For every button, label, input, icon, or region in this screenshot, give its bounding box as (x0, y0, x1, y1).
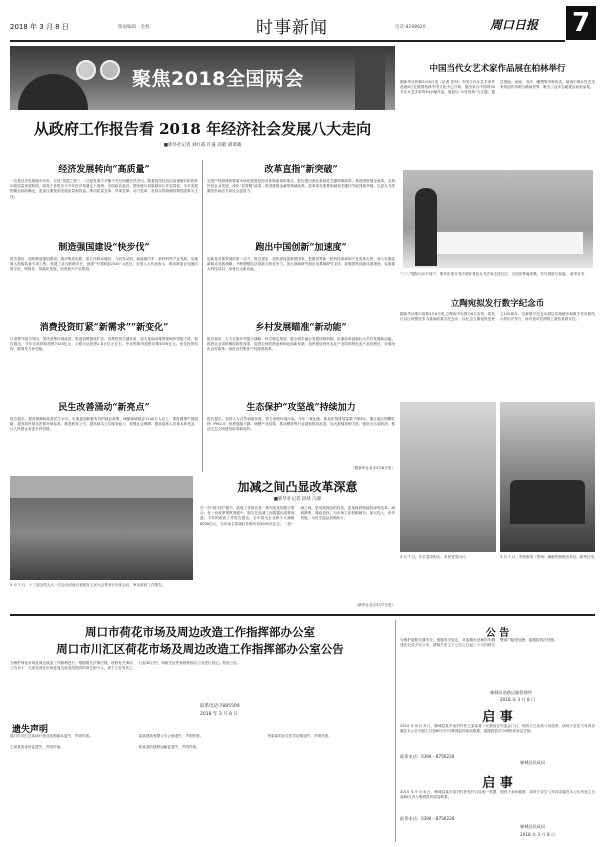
item-title: 跑出中国创新“加速度” (255, 243, 347, 253)
item-body: 报告提出，坚持人与自然和谐发展，着力治理环境污染。今年二氧化硫、氮氧化物排放量要下降3%，重点地区细颗粒物（PM2.5）浓度继续下降。调整产业结构，推动钢铁等行业超低排放改造，加大散煤治理力度，强化水污染防治，推动生态文明建设取得新成效。 (207, 417, 395, 432)
notice-qishi-1-contact: 联系电话：0394－8756228 (400, 754, 455, 759)
notice-qishi-2-org: 郸城县民政局 (520, 824, 546, 829)
item-body: 一边是经济发展稳中向好，尽显“发展之势”；一边是发展不平衡不充分问题仍然突出。随着我国经济由高速增长阶段转向高质量发展阶段，政府工作报告为今年经济发展定下基调。全国政协委员、国家统计局原副局长许宪春说，今年发展预期目标的确定，更加注重提高发展质量和效益，推动质量变革、效率变革、动力变革，坚持以供给侧结构性改革为主线。 (10, 179, 198, 199)
item-title: 消费投资盯紧“新需求”“新变化” (39, 323, 169, 333)
page-header (0, 0, 600, 44)
snow-photo (400, 402, 496, 552)
announce-date: 2018 年 3 月 8 日 (500, 697, 536, 702)
item-title: 制造强国建设“快步伐” (58, 243, 150, 253)
bottom-rule (10, 614, 595, 616)
lost-notice-title: 遗失声明 (12, 725, 49, 735)
notice-qishi-2-contact: 联系电话：0394－8756228 (400, 816, 455, 821)
list-item: 张某某的道路运输证遗失，声明作废。 (138, 745, 200, 750)
header-rule (10, 40, 565, 42)
person-figure (415, 188, 437, 266)
notice-date: 2018 年 3 月 8 日 (200, 712, 238, 717)
item-2 (207, 152, 395, 230)
lead-headline: 从政府工作报告看 2018 年经济社会发展八大走向 (33, 120, 372, 138)
page-number: 7 (566, 6, 596, 40)
second-byline: ■新华社记者 段续 冯源 (273, 497, 322, 502)
notice-qishi-1-org: 郸城县民政局 (520, 760, 546, 765)
notice-qishi-2-title: 启 事 (482, 776, 513, 791)
section-title: 时事新闻 (256, 18, 328, 38)
bottom-col-divider (395, 620, 396, 842)
item-body: 报告提出，加快制造强国建设。推动集成电路、第五代移动通信、飞机发动机、新能源汽车、新材料等产业发展，实施重大短板装备专项工程，发展工业互联网平台，创建“中国制造2025”示范区。全国人大代表表示，推动制造业加速向数字化、网络化、智能化发展，培育新兴产业集群。 (10, 257, 198, 272)
lead-source: （据新华社北京3月6日电） (350, 466, 395, 470)
art-body: 据新华社柏林3月6日电（记者 任珂）中国当代女艺术家作品展6日在德国柏林中国文化中心开幕，展出来自中国的30多位女艺术家的90余幅作品。展览以“女性视角”为主题，通过国画、油画、书法、雕塑等多种形式，展现中国女性艺术家的创作风貌与精神世界，吸引了众多当地观众前来参观。 (400, 80, 595, 95)
item-7 (10, 392, 198, 472)
monument-graphic (355, 52, 385, 110)
item-3 (10, 232, 198, 310)
item-5 (10, 312, 198, 390)
item-body: 以消费升级为导向，加快消费环境改善，推进消费提质扩容；发挥投资关键作用，加大基础设施等领域补短板力度。报告提出，今年完成铁路投资7320亿元、公路水运投资1.8万亿元左右，中央预算内投资安排5376亿元，优化投资结构，精准发力补短板。 (10, 337, 198, 352)
notice-title-1: 周口市荷花市场及周边改造工作指挥部办公室 (85, 625, 315, 639)
snow-caption: 3 月 7 日，在长春市街头，市民冒雪出行。 (400, 555, 470, 559)
notice-title-2: 周口市川汇区荷花市场及周边改造工作指挥部办公室公告 (56, 642, 344, 656)
national-emblem-icon (76, 60, 96, 80)
issue-date: 2018 年 3 月 8 日 (10, 23, 69, 31)
item-8 (207, 392, 395, 472)
second-source: （新华社北京3月7日电） (354, 603, 395, 607)
banner-title: 聚焦2018全国两会 (132, 68, 304, 90)
item-title: 生态保护“攻坚战”持续加力 (246, 403, 356, 413)
announce-title: 公 告 (485, 628, 510, 639)
announce-body: 为维护道路交通安全，根据有关规定，对逾期未处理的车辆违法记录予以公告，请相关车主于公告之日起三十日内到交警部门接受处理，逾期将依法处理。 (400, 638, 558, 648)
item-1 (10, 152, 198, 230)
art-headline: 中国当代女艺术家作品展在柏林举行 (429, 64, 566, 74)
train-photo (500, 402, 595, 552)
table-paper (433, 232, 583, 254)
calligraphy-caption: “三八”国际妇女节前夕，郑州市部分书法爱好者及女书法家走进社区，为居民挥毫泼墨，书写春联与祝福。 新华社发 (400, 272, 585, 276)
item-title: 乡村发展瞄准“新动能” (255, 323, 347, 333)
notice-qishi-1-body: 2014 年 8 月 8 日，郸城县某乡某村村民王某某将一女婴放在村委会门口，现孩子已由其父母抚养，请孩子亲生父母或亲属在本公告刊登之日起60日内与郸城县民政局联系，逾期将依法办理收养登记手续。 (400, 724, 595, 734)
item-title: 民生改善涌动“新亮点” (58, 403, 150, 413)
item-4 (207, 232, 395, 310)
announce-org: 郸城县道路运输管理所 (490, 690, 532, 695)
item-body: 报告提出，提高保障和改善民生水平。实施更加积极有效的就业政策，城镇新增就业1100万人以上；推进健康中国战略，提高居民基本医保补助标准；推进教育公平，提高基本公共服务能力；加强社会保障，提高退休人员基本养老金，让人民群众有更多获得感。 (10, 417, 198, 432)
second-body: 在一份“数字控”眼中，政府工作报告是一系列变化的数字集合；在一份改革观察者眼中，报告在加减之间透露出改革深意。今年的政府工作报告提出，全年再为企业和个人减税8000亿元，为市场主体减轻非税负担3000多亿元。一加一减之间，是发展理念的转变，更是政府职能的深刻变革。减税降费、简政放权，为市场主体松绑减负；加大投入、补齐短板，为民生福祉加码助力。 (200, 506, 395, 526)
item-body: 创新是引领发展的第一动力。报告提出，加快建设创新型国家，把握世界新一轮科技革命和产业变革大势，深入实施创新驱动发展战略，不断增强经济创新力和竞争力。加大基础研究和应用基础研究支持，加强国家创新体系建设，实施重大科技项目，培育壮大新动能。 (207, 257, 395, 272)
lead-photo (10, 476, 193, 580)
lead-byline: ■新华社记者 刘红霞 许晟 高敬 谭谟晓 (163, 143, 242, 148)
item-6 (207, 312, 395, 390)
calligraphy-photo (403, 170, 593, 268)
dome-graphic (18, 74, 88, 110)
train-caption: 3 月 7 日，中欧班列（郑州）满载货物驶出车站。新华社发 (500, 555, 595, 559)
list-item: 李某某的出生医学证明遗失，声明作废。 (267, 734, 332, 738)
notice-contact: 联系电话:7885509 (200, 704, 240, 709)
item-body: 完善产权制度和要素市场化配置是经济体制改革的重点。报告提出深化基础性关键领域改革，推进国资国企改革，支持民营企业发展，深化“放管服”改革，推进财税金融等领域改革，改革将在重要领域和关键环节取得新突破，以更大力度激发市场活力和社会创造力。 (207, 179, 395, 194)
banner (10, 46, 395, 110)
coin-headline: 立陶宛拟发行数字纪念币 (450, 299, 545, 309)
emblem-icon-2 (100, 60, 120, 80)
photo-stage (10, 476, 193, 498)
item-title: 经济发展转向“高质量” (58, 165, 150, 175)
page-editor: 版面编辑：金燕 (118, 25, 150, 30)
notice-body: 为维护荷花市场及周边改造工作顺利进行，根据相关法律法规，现将有关事项公告如下：凡涉及荷花市场及周边改造范围内的单位和个人，请于公告发布之日起30日内，持相关证件到指挥部办公室进行登记。特此公告。 (10, 661, 241, 671)
photo-caption: 3 月 7 日，十三届全国人大一次会议河南代表团在人民大会堂举行全体会议，审议政府工作报告。 (10, 583, 166, 587)
item-title: 改革直指“新突破” (264, 165, 338, 175)
notice-qishi-2-body: 2015 年 9 月 6 日，郸城县某乡某村村民在村口捡到一男婴，现孩子身体健康，请孩子亲生父母或亲属在本公告刊登之日起60日内与郸城县民政局联系。 (400, 790, 595, 800)
header-phone: 电话:8198920 (395, 25, 426, 30)
train-body (510, 480, 585, 524)
item-body: 报告提出，大力实施乡村振兴战略，科学制定规划，健全城乡融合发展体制机制，依靠改革创新壮大乡村发展新动能。推进农业供给侧结构性改革，促进农林牧渔业和种业创新发展，加快建设现代农业产业园和特色农产品优势区。全面深化农村改革，深化农村集体产权制度改革。 (207, 337, 395, 352)
lead-items (10, 152, 395, 472)
notice-qishi-2-date: 2018 年 3 月 8 日 (520, 832, 556, 837)
lost-notice-list (10, 734, 390, 842)
newspaper-name: 周口日报 (490, 18, 539, 32)
column-divider (202, 160, 203, 472)
list-item: 某某建筑有限公司公章遗失，声明作废。 (138, 734, 204, 738)
notice-qishi-1-title: 启 事 (482, 710, 513, 725)
list-item: 王某某的身份证遗失，声明作废。 (10, 745, 64, 750)
list-item: 周口市川汇区某商行营业执照副本遗失，声明作废。 (10, 734, 93, 738)
second-headline: 加减之间凸显改革深意 (237, 480, 358, 494)
coin-body: 据新华社维尔纽斯3月6日电 立陶宛中央银行6日宣布，将发行以区块链技术为基础的数字纪念币，以纪念立陶宛恢复独立100周年。这种数字纪念币将以实物硬币和数字代币相结合的形式发行，持有者可在网络上查验其真实性。 (400, 312, 595, 322)
